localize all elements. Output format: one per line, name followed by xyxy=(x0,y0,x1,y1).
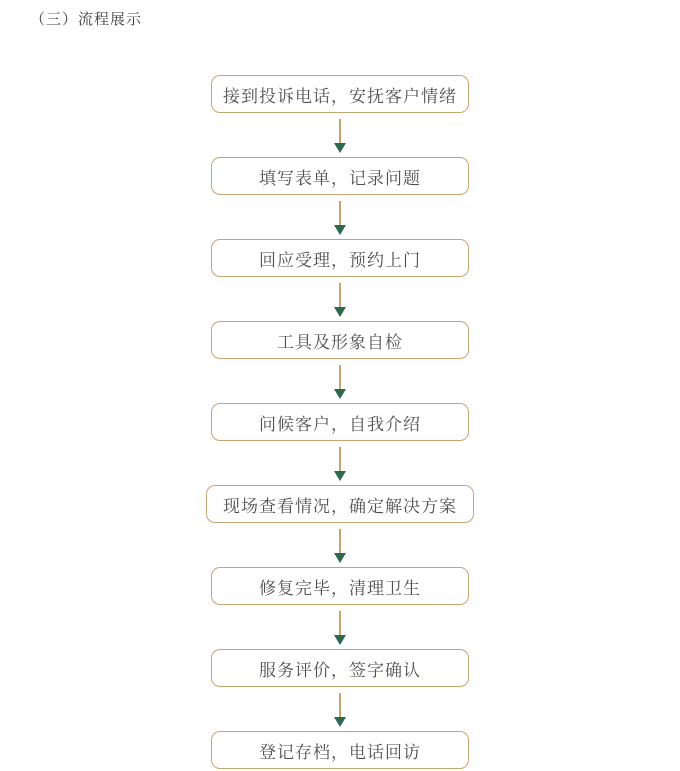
arrow-stem xyxy=(339,201,341,226)
down-arrow-icon xyxy=(334,277,346,321)
arrow-stem xyxy=(339,447,341,472)
flow-step-6 xyxy=(206,485,474,523)
down-arrow-icon xyxy=(334,605,346,649)
flow-step-label: 登记存档，电话回访 xyxy=(259,742,421,763)
arrow-head xyxy=(334,143,346,153)
flow-step-label: 问候客户，自我介绍 xyxy=(259,414,421,435)
arrow-head xyxy=(334,471,346,481)
flow-step-label: 工具及形象自检 xyxy=(277,332,403,353)
arrow-head xyxy=(334,553,346,563)
arrow-head xyxy=(334,225,346,235)
page-title: （三）流程展示 xyxy=(30,10,143,28)
flow-step-7 xyxy=(211,567,469,605)
flow-step-label: 回应受理，预约上门 xyxy=(259,250,421,271)
arrow-head xyxy=(334,635,346,645)
arrow-stem xyxy=(339,283,341,308)
flow-step-label: 接到投诉电话，安抚客户情绪 xyxy=(223,86,457,107)
down-arrow-icon xyxy=(334,441,346,485)
down-arrow-icon xyxy=(334,523,346,567)
flow-step-5 xyxy=(211,403,469,441)
flow-step-label: 服务评价，签字确认 xyxy=(259,660,421,681)
arrow-head xyxy=(334,717,346,727)
arrow-head xyxy=(334,389,346,399)
down-arrow-icon xyxy=(334,113,346,157)
flow-step-9 xyxy=(211,731,469,769)
flowchart xyxy=(0,75,680,769)
flow-step-1 xyxy=(211,75,469,113)
arrow-stem xyxy=(339,611,341,636)
arrow-stem xyxy=(339,119,341,144)
flow-step-8 xyxy=(211,649,469,687)
flow-step-2 xyxy=(211,157,469,195)
down-arrow-icon xyxy=(334,687,346,731)
arrow-head xyxy=(334,307,346,317)
arrow-stem xyxy=(339,365,341,390)
down-arrow-icon xyxy=(334,195,346,239)
arrow-stem xyxy=(339,529,341,554)
flow-step-label: 修复完毕，清理卫生 xyxy=(259,578,421,599)
flow-step-4 xyxy=(211,321,469,359)
flow-step-label: 现场查看情况，确定解决方案 xyxy=(223,496,457,517)
arrow-stem xyxy=(339,693,341,718)
flow-step-3 xyxy=(211,239,469,277)
flow-step-label: 填写表单，记录问题 xyxy=(259,168,421,189)
down-arrow-icon xyxy=(334,359,346,403)
